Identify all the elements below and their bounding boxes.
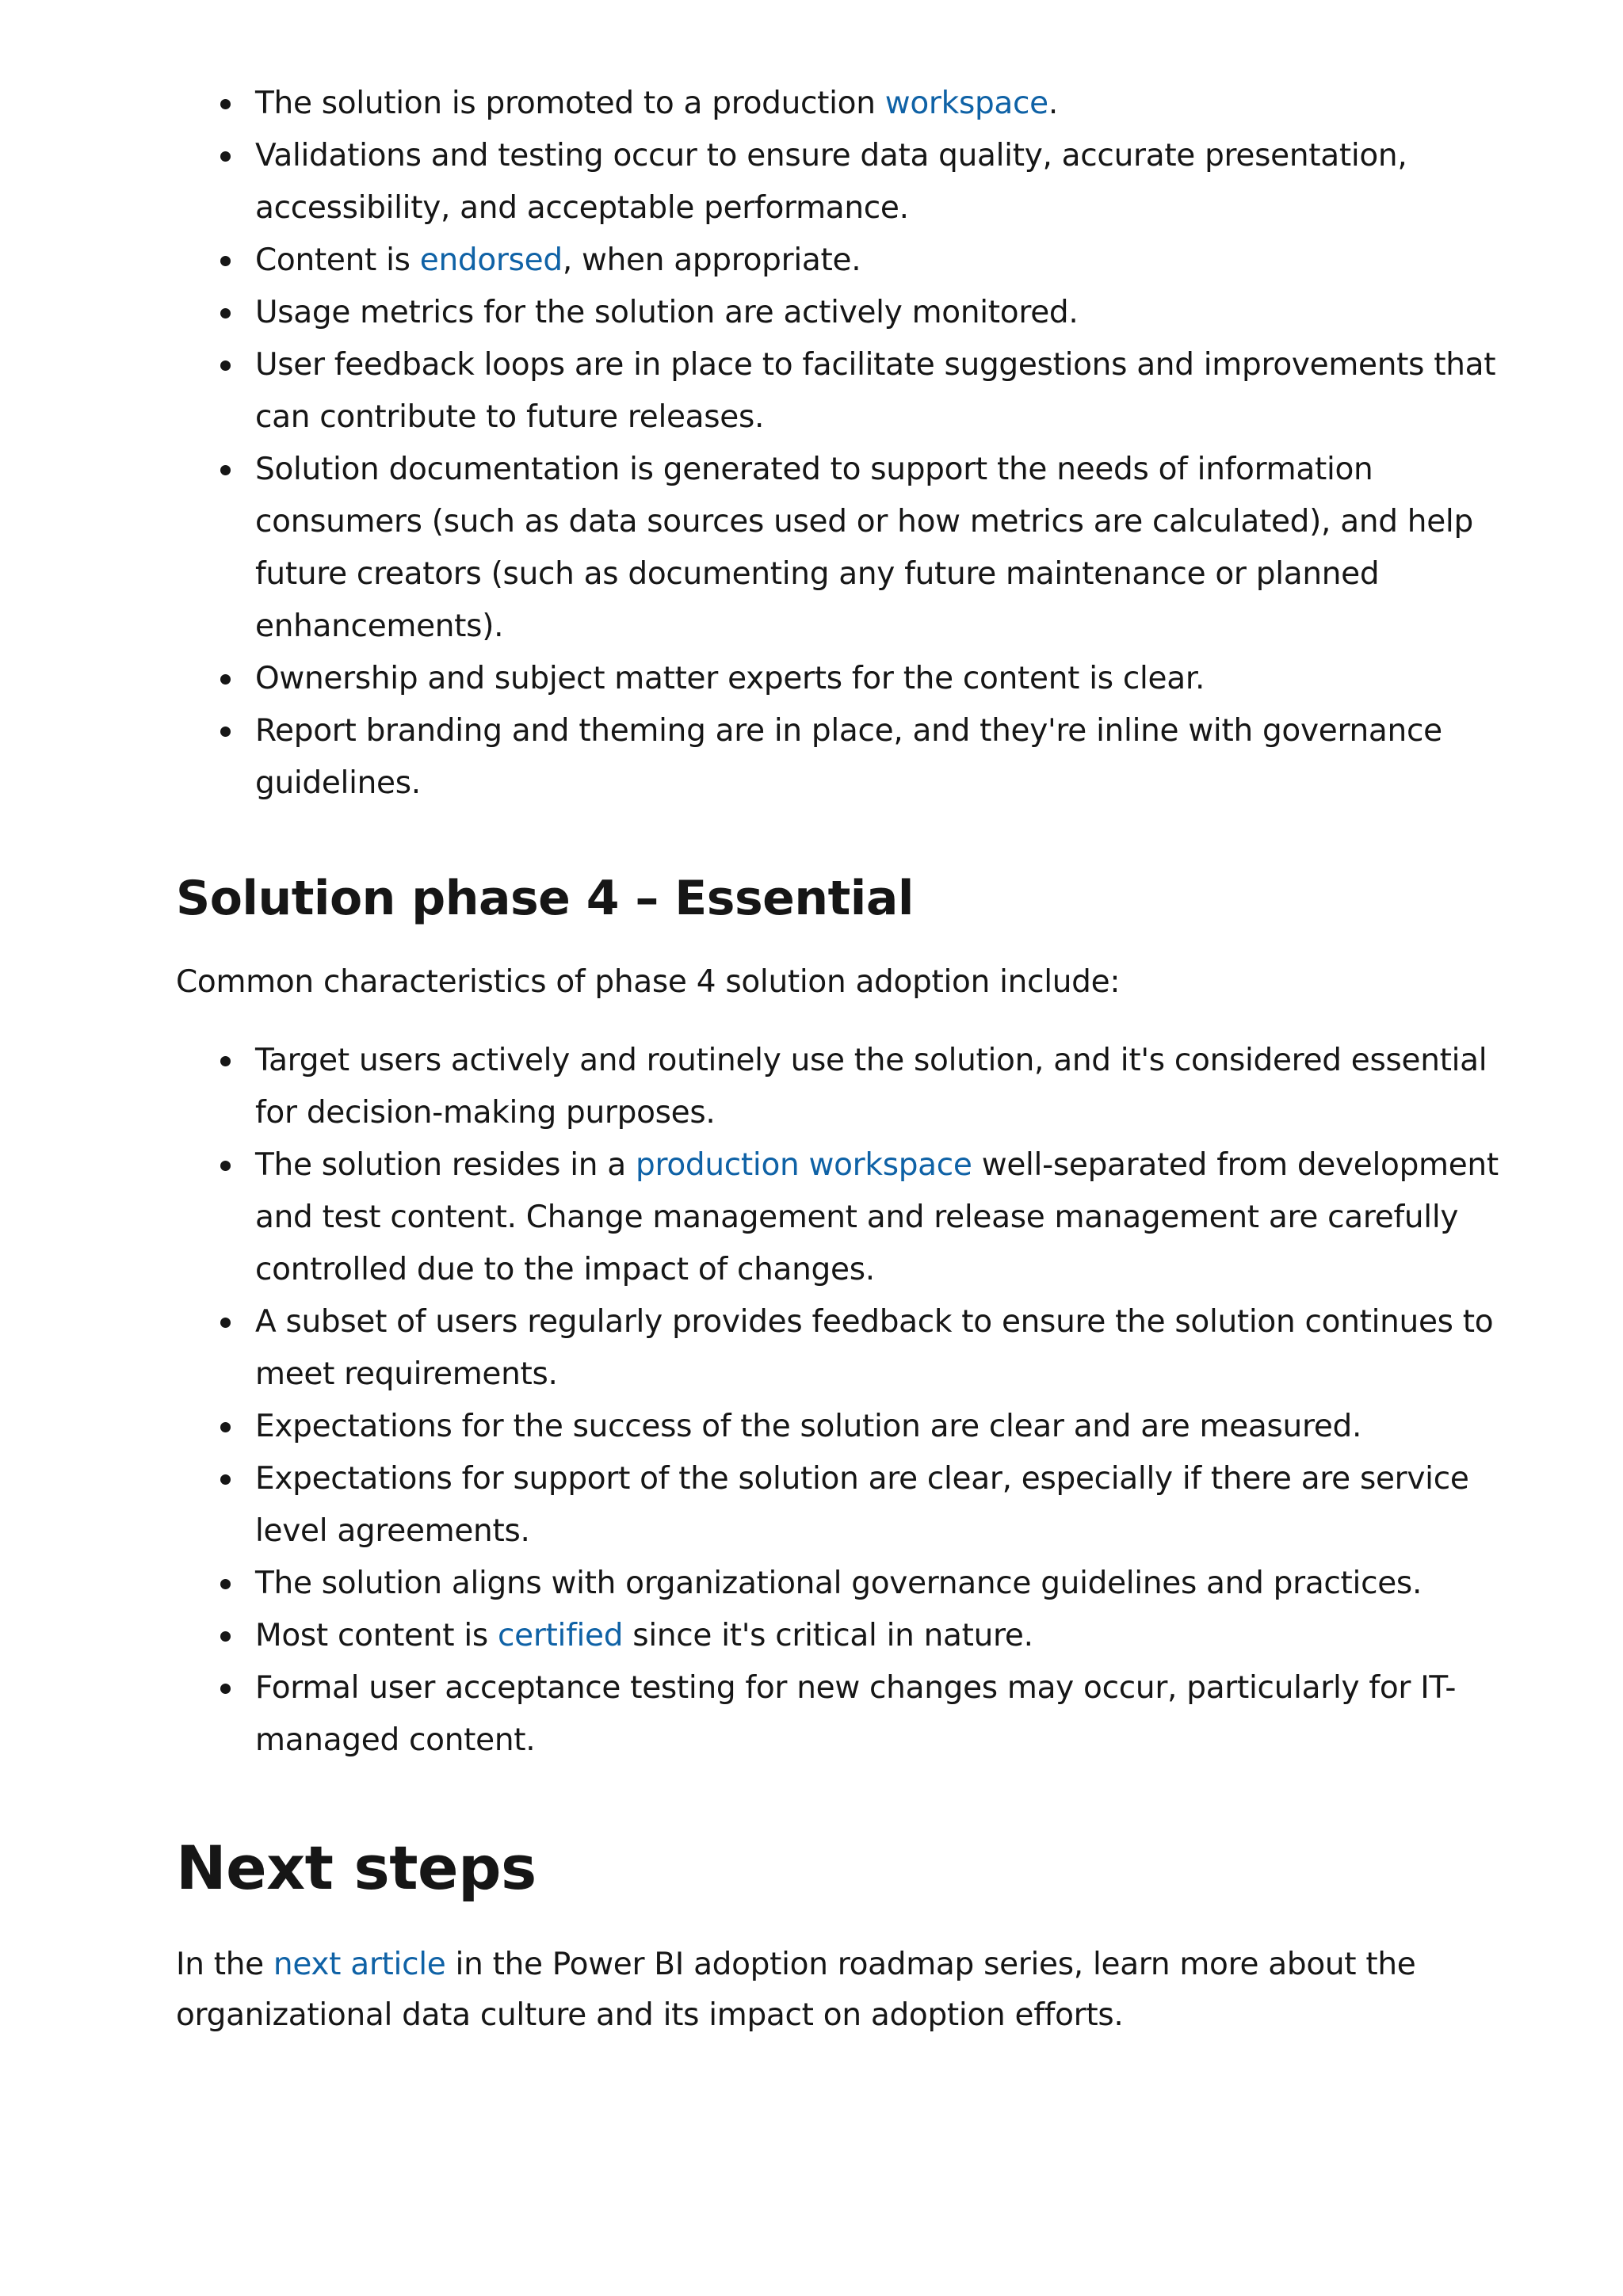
list-item: Usage metrics for the solution are actively monitored. <box>255 287 1504 339</box>
section-intro: Common characteristics of phase 4 solution adoption include: <box>176 964 1121 1000</box>
next-steps-heading: Next steps <box>176 1833 537 1903</box>
list-item: Report branding and theming are in place, and they're inline with governance guidelines. <box>255 705 1504 810</box>
list-item: Most content is certified since it's critical in nature. <box>255 1610 1504 1662</box>
list-item: Formal user acceptance testing for new changes may occur, particularly for IT-managed content. <box>255 1662 1504 1767</box>
phase4-characteristics-list <box>176 1035 1504 1767</box>
next-article-link[interactable]: next article <box>273 1947 446 1982</box>
next-steps-paragraph: In the next article in the Power BI adoption roadmap series, learn more about the organizational data culture and its impact on adoption efforts. <box>176 1947 1416 2033</box>
certified-link[interactable]: certified <box>497 1618 624 1653</box>
list-item: Solution documentation is generated to support the needs of information consumers (such as data sources used or how metrics are calculated), and help future creators (such as documenting any future maintenance or planned enhancements). <box>255 444 1504 653</box>
workspace-link[interactable]: workspace <box>884 86 1048 121</box>
list-item: Target users actively and routinely use the solution, and it's considered essential for decision-making purposes. <box>255 1035 1504 1139</box>
list-item: The solution is promoted to a production workspace. <box>255 78 1504 130</box>
list-item: The solution aligns with organizational governance guidelines and practices. <box>255 1558 1504 1610</box>
phase3-characteristics-list <box>176 78 1504 810</box>
list-item: Expectations for the success of the solution are clear and are measured. <box>255 1401 1504 1453</box>
list-item: The solution resides in a production workspace well-separated from development and test content. Change management and release management are carefully controlled due to the impact of changes. <box>255 1139 1504 1296</box>
endorsed-link[interactable]: endorsed <box>419 242 563 278</box>
list-item: Ownership and subject matter experts for the content is clear. <box>255 653 1504 705</box>
list-item: A subset of users regularly provides feedback to ensure the solution continues to meet requirements. <box>255 1296 1504 1401</box>
list-item: Validations and testing occur to ensure data quality, accurate presentation, accessibility, and acceptable performance. <box>255 130 1504 235</box>
production-workspace-link[interactable]: production workspace <box>636 1147 972 1183</box>
list-item: Expectations for support of the solution are clear, especially if there are service level agreements. <box>255 1453 1504 1558</box>
section-heading-phase4: Solution phase 4 – Essential <box>176 871 914 926</box>
list-item: Content is endorsed, when appropriate. <box>255 235 1504 287</box>
list-item: User feedback loops are in place to facilitate suggestions and improvements that can contribute to future releases. <box>255 339 1504 444</box>
